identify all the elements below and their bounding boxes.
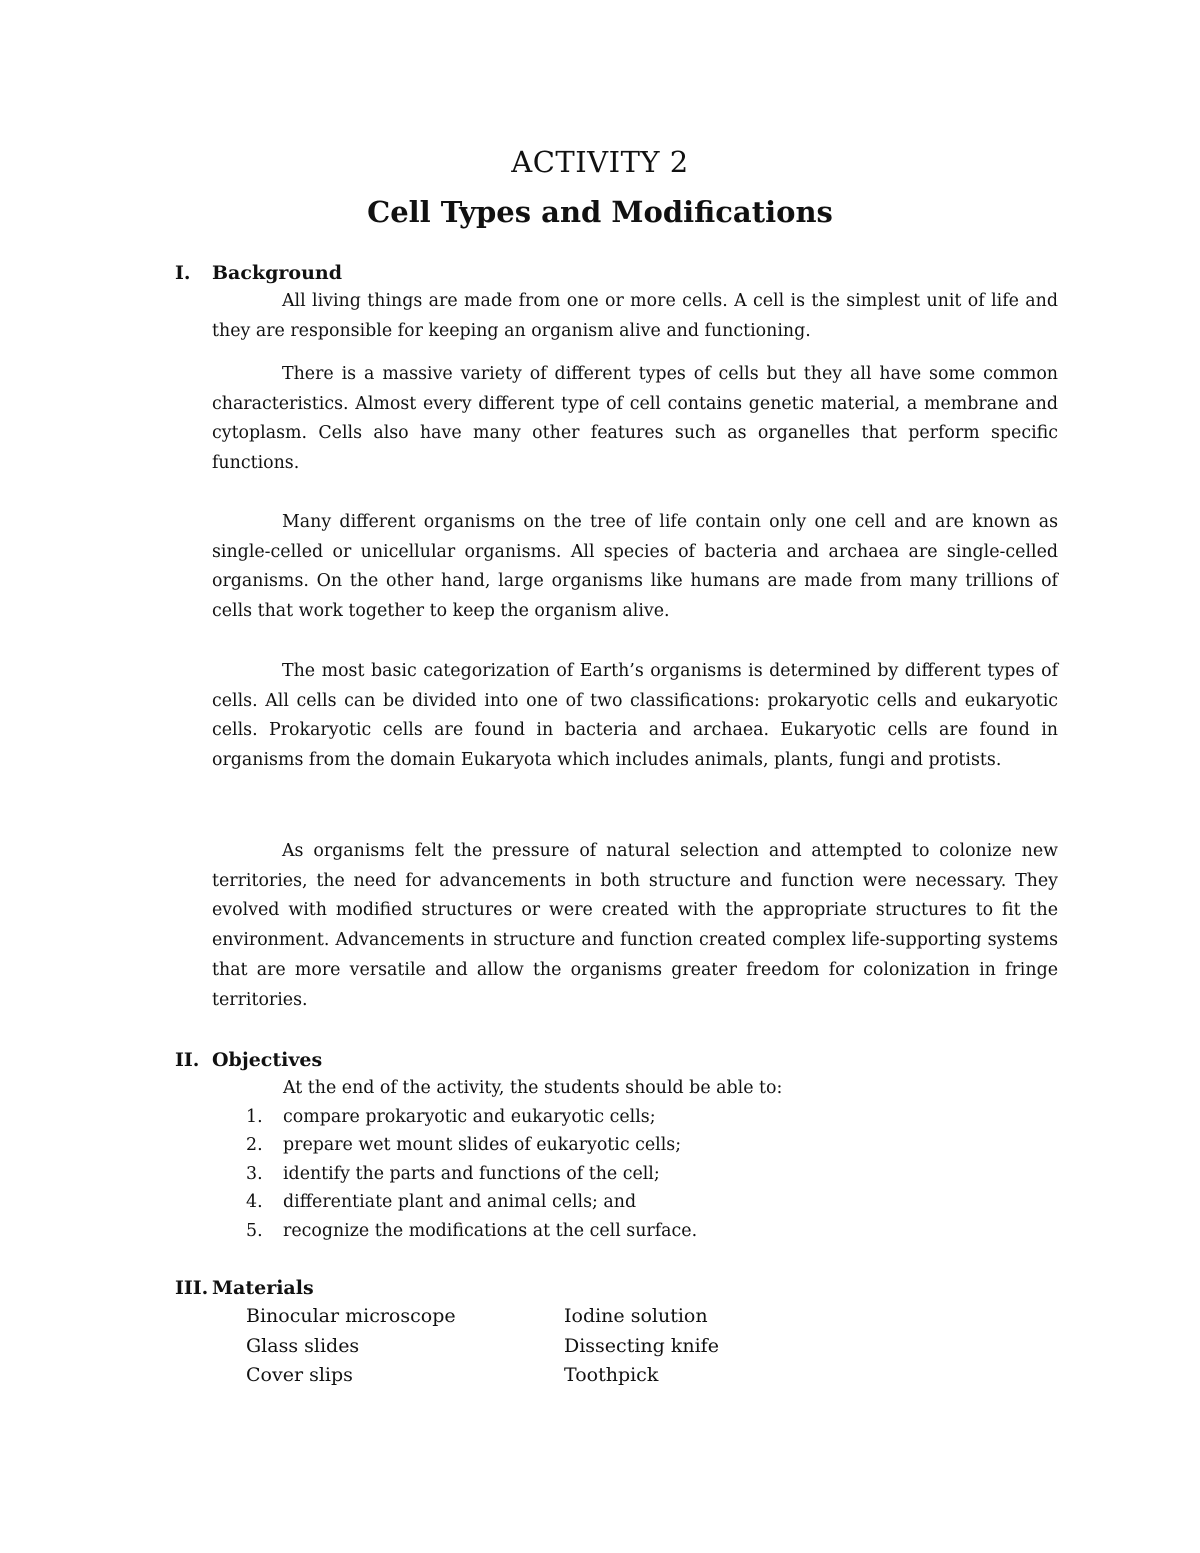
background-paragraph-4: The most basic categorization of Earth’s organisms is determined by different types of cells. All cells can be divided into one of two classifications: prokaryotic cells and eukaryotic cells. Prokaryotic cells are found in bacteria and archaea. Eukaryotic cells are found in organisms from the domain Eukaryota which includes animals, plants, fungi and protists. [212, 661, 1058, 771]
section-title: Materials [212, 1277, 314, 1299]
item-text: prepare wet mount slides of eukaryotic cells; [283, 1135, 682, 1156]
section-title: Background [212, 262, 342, 284]
item-number: 5. [246, 1220, 263, 1241]
section-title: Objectives [212, 1049, 323, 1071]
section-heading-materials [175, 1274, 314, 1302]
activity-subtitle: Cell Types and Modifications [367, 195, 833, 229]
title-block [0, 140, 1200, 234]
material-item: Binocular microscope [246, 1305, 456, 1327]
list-item [246, 1217, 697, 1245]
item-number: 2. [246, 1135, 263, 1156]
item-number: 3. [246, 1163, 263, 1184]
section-number: I. [175, 262, 191, 284]
objectives-intro: At the end of the activity, the students should be able to: [283, 1078, 783, 1098]
activity-title: ACTIVITY 2 [511, 145, 689, 179]
materials-row [246, 1302, 946, 1332]
material-item: Cover slips [246, 1364, 353, 1387]
objectives-list [246, 1103, 697, 1245]
item-text: differentiate plant and animal cells; and [283, 1192, 637, 1213]
material-item: Iodine solution [564, 1305, 708, 1327]
item-number: 1. [246, 1107, 263, 1127]
materials-list [246, 1302, 946, 1391]
item-text: compare prokaryotic and eukaryotic cells; [283, 1107, 656, 1127]
materials-row [246, 1332, 946, 1362]
item-text: recognize the modifications at the cell surface. [283, 1220, 698, 1241]
section-number: II. [175, 1049, 200, 1071]
section-heading-background [175, 259, 342, 287]
section-heading-objectives [175, 1046, 322, 1074]
background-paragraph-5: As organisms felt the pressure of natural selection and attempted to colonize new territories, the need for advancements in both structure and function were necessary. They evolved with modified structures or were created with the appropriate structures to fit the environment. Advancements in structure and function created complex life-supporting systems that are more versatile and allow the organisms greater freedom for colonization in fringe territories. [212, 841, 1058, 1010]
section-number: III. [175, 1277, 209, 1299]
background-paragraph-2: There is a massive variety of different types of cells but they all have some common characteristics. Almost every different type of cell contains genetic material, a membrane and cytoplasm. Cells also have many other features such as organelles that perform specific functions. [212, 364, 1058, 474]
material-item: Glass slides [246, 1334, 360, 1357]
item-text: identify the parts and functions of the cell; [283, 1163, 660, 1184]
list-item [246, 1160, 697, 1188]
material-item: Toothpick [564, 1364, 659, 1387]
list-item [246, 1131, 697, 1159]
item-number: 4. [246, 1192, 263, 1213]
list-item [246, 1188, 697, 1216]
materials-row [246, 1361, 946, 1391]
background-paragraph-3: Many different organisms on the tree of life contain only one cell and are known as single-celled or unicellular organisms. All species of bacteria and archaea are single-celled organisms. On the other hand, large organisms like humans are made from many trillions of cells that work together to keep the organism alive. [212, 512, 1058, 622]
list-item [246, 1103, 697, 1131]
material-item: Dissecting knife [564, 1334, 719, 1357]
background-paragraph-1: All living things are made from one or more cells. A cell is the simplest unit of life and they are responsible for keeping an organism alive and functioning. [212, 291, 1058, 341]
